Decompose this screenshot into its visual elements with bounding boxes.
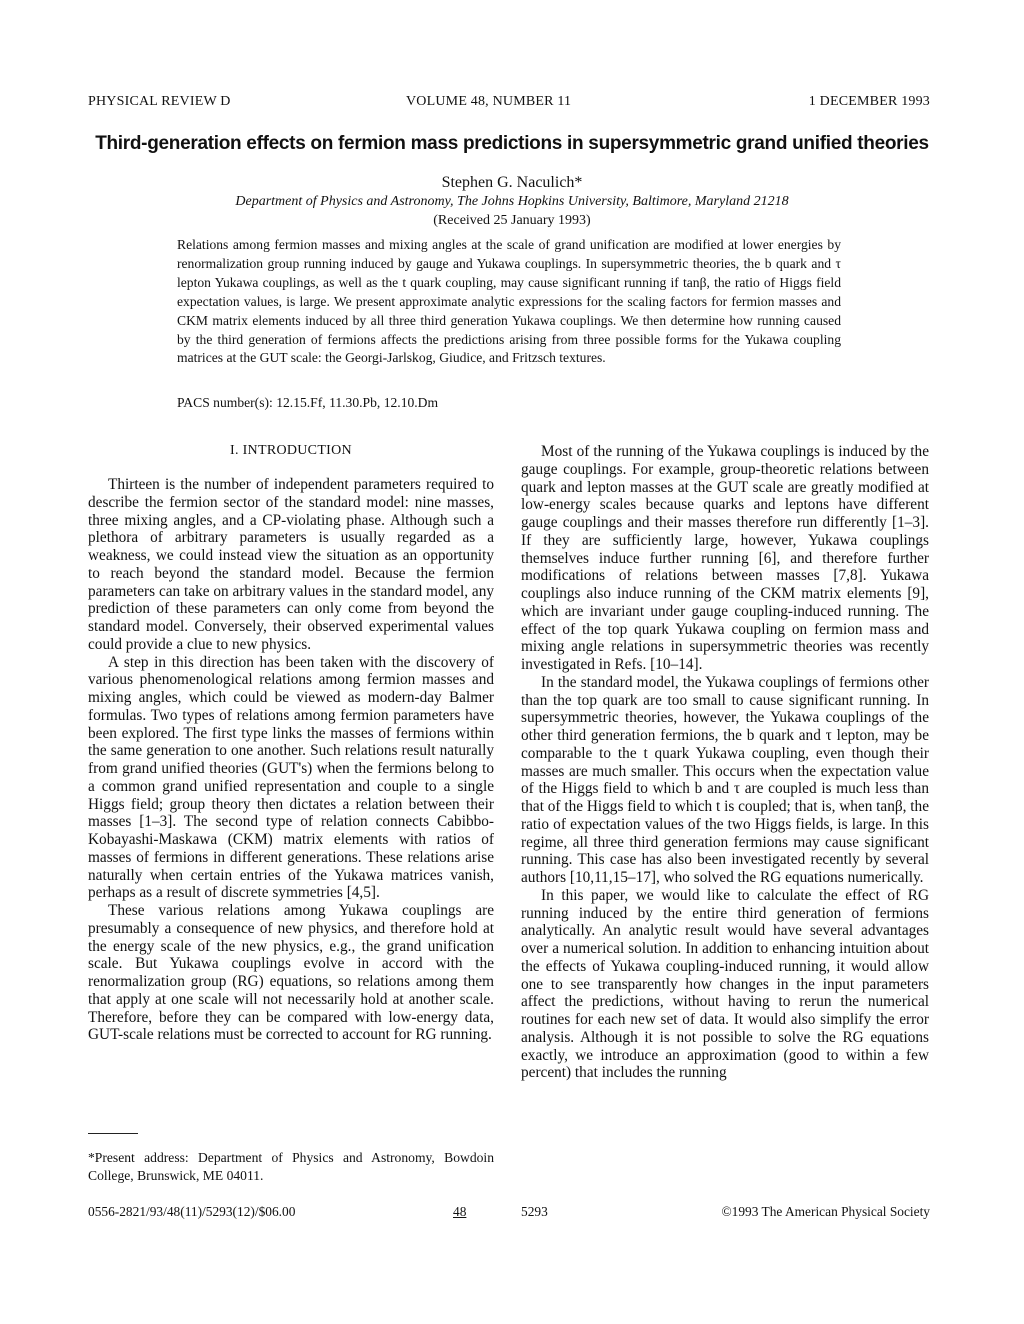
issue-date: 1 DECEMBER 1993 — [808, 94, 930, 109]
paragraph: In the standard model, the Yukawa couplings of fermions other than the top quark are too small to cause significant running. In supersymmetric theories, however, the Yukawa couplings of the other third generation fermions, the b quark and τ lepton, may be comparable to the t quark Yukawa coupling, even though their masses are much smaller. This occurs when the expectation value of the Higgs field to which b and τ are coupled is much less than that of the Higgs field to which t is coupled; that is, when tanβ, the ratio of expectation values of the two Higgs fields, is large. In this regime, all three third generation fermions may cause significant running. This case has also been investigated recently by several authors [10,11,15–17], who solved the RG equations numerically. — [521, 673, 929, 886]
paper-title: Third-generation effects on fermion mass predictions in supersymmetric grand unified theories — [95, 133, 929, 154]
footer-volume: 48 — [453, 1204, 467, 1219]
author-affiliation: Department of Physics and Astronomy, The Johns Hopkins University, Baltimore, Maryland 21218 — [235, 194, 789, 209]
journal-name: PHYSICAL REVIEW D — [88, 94, 231, 109]
left-column — [88, 476, 494, 1044]
paragraph: Thirteen is the number of independent parameters required to describe the fermion sector of the standard model: nine masses, three mixing angles, and a CP-violating phase. Although such a plethora of arbitrary parameters is usually regarded as a weakness, we could instead view the situation as an opportunity to reach beyond the standard model. Because the fermion parameters can take on arbitrary values in the standard model, any prediction of these parameters can only come from beyond the standard model. Conversely, their observed experimental values could provide a clue to new physics. — [88, 476, 494, 653]
paragraph: A step in this direction has been taken with the discovery of various phenomenological relations among fermion masses and mixing angles, which could be viewed as modern-day Balmer formulas. Two types of relations among fermion parameters have been explored. The first type links the masses of fermions within the same generation to one another. Such relations result naturally from grand unified theories (GUT's) when the fermions belong to a common grand unified representation and couple to a single Higgs field; group theory then dictates a relation between their masses [1–3]. The second type of relation connects Cabibbo-Kobayashi-Maskawa (CKM) matrix elements with ratios of masses of fermions in different generations. These relations arise naturally when certain entries of the Yukawa matrices vanish, perhaps as a result of discrete symmetries [4,5]. — [88, 653, 494, 902]
abstract: Relations among fermion masses and mixing angles at the scale of grand unification are modified at lower energies by renormalization group running induced by gauge and Yukawa couplings. In supersymmetric theories, the b quark and τ lepton Yukawa couplings, as well as the t quark coupling, may cause significant running if tanβ, the ratio of Higgs field expectation values, is large. We present approximate analytic expressions for the scaling factors for fermion masses and CKM matrix elements induced by all three third generation Yukawa couplings. We then determine how running caused by the third generation of fermions affects the predictions arising from three possible forms for the Yukawa coupling matrices at the GUT scale: the Georgi-Jarlskog, Giudice, and Fritzsch textures. — [177, 237, 841, 366]
paragraph: In this paper, we would like to calculate the effect of RG running induced by the entire third generation of fermions analytically. An analytic result would have several advantages over a numerical solution. In addition to enhancing intuition about the effects of Yukawa coupling-induced running, it would allow one to see transparently how changes in the input parameters affect the predictions, without having to rerun the numerical routines for each new set of data. It would also simplify the error analysis. Although it is not possible to solve the RG equations exactly, we introduce an approximation (good to within a few percent) that includes the running — [521, 886, 929, 1082]
right-column — [521, 443, 929, 1082]
footnote-rule — [88, 1133, 138, 1134]
running-header — [88, 94, 930, 114]
section-heading: I. INTRODUCTION — [230, 443, 352, 458]
pacs-numbers: PACS number(s): 12.15.Ff, 11.30.Pb, 12.10.Dm — [177, 395, 439, 410]
footnote: *Present address: Department of Physics and Astronomy, Bowdoin College, Brunswick, ME 04011. — [88, 1150, 494, 1183]
footer-code: 0556-2821/93/48(11)/5293(12)/$06.00 — [88, 1204, 296, 1219]
paragraph: These various relations among Yukawa couplings are presumably a consequence of new physics, and therefore hold at the energy scale of the new physics, e.g., the grand unification scale. But Yukawa couplings evolve in accord with the renormalization group (RG) equations, so relations among them that apply at one scale will not necessarily hold at another scale. Therefore, before they can be compared with low-energy data, GUT-scale relations must be corrected to account for RG running. — [88, 902, 494, 1044]
volume-number: VOLUME 48, NUMBER 11 — [406, 94, 572, 109]
author-name: Stephen G. Naculich* — [441, 174, 583, 191]
paragraph: Most of the running of the Yukawa couplings is induced by the gauge couplings. For example, group-theoretic relations between quark and lepton masses at the GUT scale are greatly modified at low-energy scales because quarks and leptons have different gauge couplings and their masses therefore run differently [1–3]. If they are sufficiently large, however, Yukawa couplings themselves induce further running [6], and therefore further modifications of relations between masses [7,8]. Yukawa couplings also induce running of the CKM matrix elements [9], which are invariant under gauge coupling-induced running. The effect of the top quark Yukawa coupling on fermion mass and mixing angle relations in supersymmetric theories was recently investigated in Refs. [10–14]. — [521, 443, 929, 673]
page-number: 5293 — [521, 1204, 548, 1219]
received-date: (Received 25 January 1993) — [433, 213, 591, 228]
copyright: ©1993 The American Physical Society — [721, 1204, 930, 1219]
